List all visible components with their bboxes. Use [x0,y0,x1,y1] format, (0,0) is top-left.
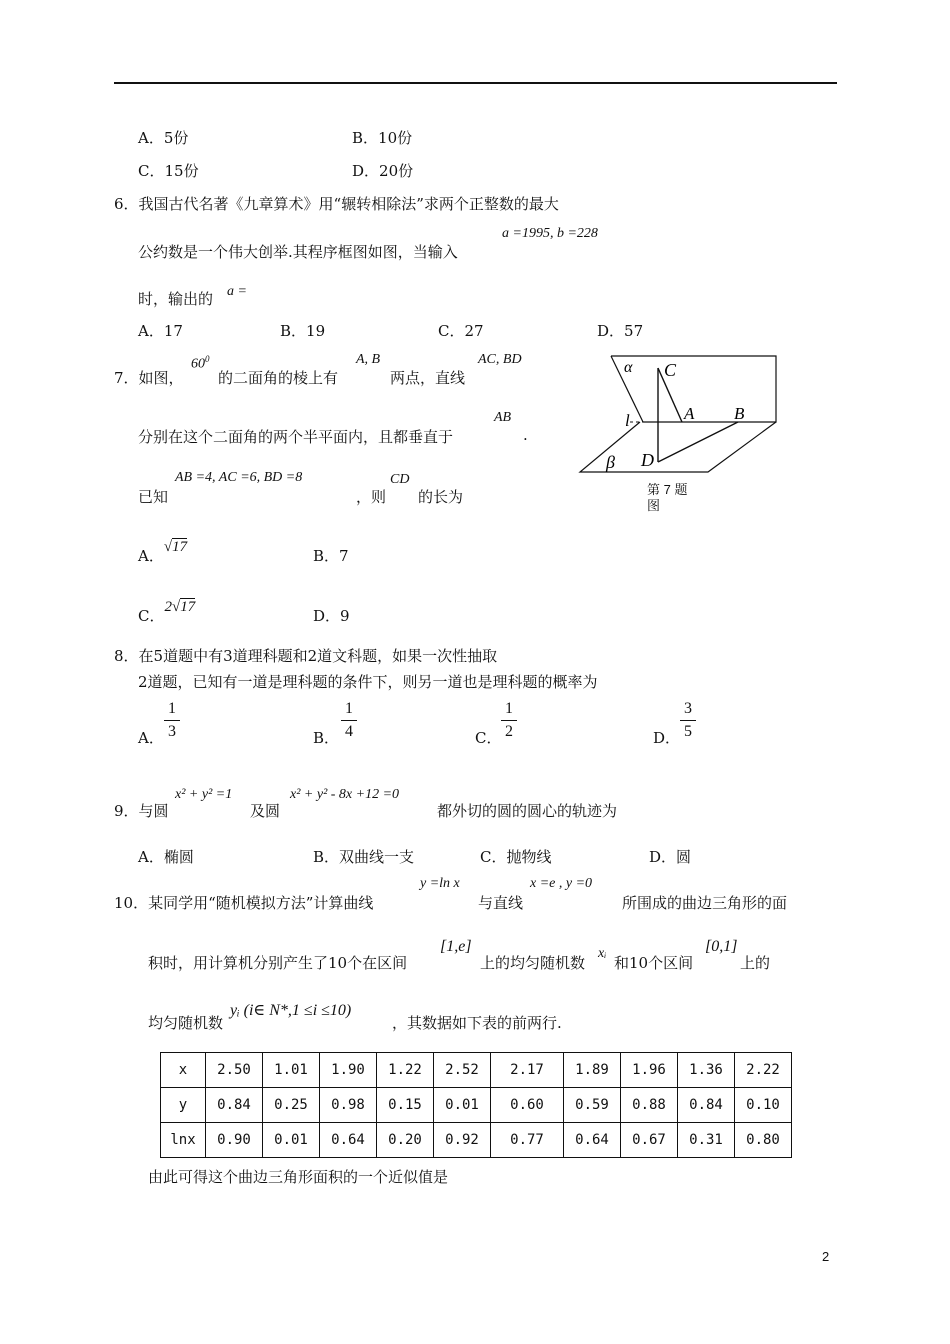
q7-line3-mid: ，则 [356,488,387,506]
q8-option-d-fraction: 3 5 [680,700,696,741]
q7-dot: . [523,426,528,444]
q8-line2: 2道题，已知有一道是理科题的条件下，则另一道也是理科题的概率为 [138,673,598,691]
q8-option-a-fraction: 1 3 [164,700,180,741]
q6-line3: 时，输出的 [138,290,214,308]
q10-yi-condition: yᵢ (i∈ N*,1 ≤i ≤10) [230,1002,352,1019]
figure-caption-line1: 第 7 题 [647,482,688,497]
q6-option-d: D．57 [597,322,644,340]
table-cell: 2.50 [206,1053,263,1088]
q9-line-mid: 及圆 [250,802,281,820]
q7-cd: CD [390,472,410,487]
fig-label-c: C [664,360,677,380]
q10-line2-d: 上的 [740,954,771,972]
q6-line2: 公约数是一个伟大创举.其程序框图如图，当输入 [138,243,458,261]
table-cell: lnx [161,1123,206,1158]
q5-option-b: B．10份 [352,129,413,147]
q10-xi: xᵢ [598,946,607,961]
q7-line3-end: 的长为 [418,488,464,506]
table-cell: 1.36 [678,1053,735,1088]
fig-label-b: B [734,404,745,423]
table-row-y [161,1088,792,1123]
q9-option-d: D．圆 [649,848,692,866]
q7-line1-mid: 的二面角的棱上有 [218,369,339,387]
q6-output-math: a = [227,284,247,299]
q10-line1-start: 10．某同学用“随机模拟方法”计算曲线 [114,894,374,912]
q10-interval2: [0,1] [705,938,738,955]
q7-line1-start: 7．如图， [114,369,184,387]
q6-option-c: C．27 [438,322,484,340]
q9-line-start: 9．与圆 [114,802,169,820]
q5-option-d: D．20份 [352,162,414,180]
page-number: 2 [822,1249,830,1264]
q9-option-b: B．双曲线一支 [313,848,415,866]
fig-label-beta: β [606,452,615,472]
table-cell: 0.10 [735,1088,792,1123]
table-cell: 0.01 [434,1088,491,1123]
table-cell: 0.25 [263,1088,320,1123]
q8-option-c-fraction: 1 2 [501,700,517,741]
table-cell: 0.84 [206,1088,263,1123]
table-cell: 0.98 [320,1088,377,1123]
table-cell: 0.67 [621,1123,678,1158]
table-cell: 0.77 [491,1123,564,1158]
q9-circle1-eq: x² + y² =1 [175,787,233,802]
table-cell: 0.80 [735,1123,792,1158]
q10-conclusion: 由此可得这个曲边三角形面积的一个近似值是 [148,1168,449,1186]
q9-circle2-eq: x² + y² - 8x +12 =0 [290,787,400,802]
table-cell: 2.17 [491,1053,564,1088]
q8-option-a-label: A． [138,729,164,747]
q10-line1-mid: 与直线 [478,894,524,912]
q6-option-a: A．17 [138,322,183,340]
table-cell: 0.31 [678,1123,735,1158]
q5-option-c: C．15份 [138,162,199,180]
fig-label-alpha: α [624,359,633,376]
table-cell: 1.01 [263,1053,320,1088]
q10-curve: y =ln x [420,876,460,891]
q7-line2: 分别在这个二面角的两个半平面内，且都垂直于 [138,428,454,446]
table-cell: 1.96 [621,1053,678,1088]
table-cell: 0.64 [564,1123,621,1158]
q7-line1-end: 两点，直线 [390,369,466,387]
q6-input-math: a =1995, b =228 [502,226,598,241]
q9-option-c: C．抛物线 [480,848,552,866]
q10-line3-b: ，其数据如下表的前两行. [392,1014,562,1032]
table-cell: 1.89 [564,1053,621,1088]
q7-points-ab: A, B [356,352,381,367]
table-row-x [161,1053,792,1088]
table-cell: 0.90 [206,1123,263,1158]
table-cell: 0.20 [377,1123,434,1158]
table-cell: 2.52 [434,1053,491,1088]
q8-line1: 8．在5道题中有3道理科题和2道文科题，如果一次性抽取 [114,647,498,665]
random-numbers-table [160,1052,792,1158]
header-rule [114,82,837,84]
fig-label-l: l [625,411,630,430]
q8-option-c-label: C． [475,729,502,747]
q8-option-b-label: B． [313,729,340,747]
q10-line3-a: 均匀随机数 [148,1014,224,1032]
q9-line-end: 都外切的圆的圆心的轨迹为 [437,802,618,820]
table-cell: 0.64 [320,1123,377,1158]
figure-caption-line2: 图 [647,498,661,513]
q6-option-b: B．19 [280,322,326,340]
table-cell: 0.84 [678,1088,735,1123]
q10-line2-c: 和10个区间 [614,954,694,972]
q7-line3-start: 已知 [138,488,169,506]
q7-option-a: A．√17 [138,539,188,565]
table-cell: 2.22 [735,1053,792,1088]
fig-label-d: D [641,450,654,470]
q10-line2-a: 积时，用计算机分别产生了10个在区间 [148,954,408,972]
q7-ab: AB [494,410,512,425]
table-cell: 0.92 [434,1123,491,1158]
table-cell: 1.90 [320,1053,377,1088]
q7-option-b: B．7 [313,547,349,565]
q7-angle: $60^0$ [191,354,210,372]
dihedral-angle-figure [578,352,786,476]
table-cell: x [161,1053,206,1088]
q7-lines-acbd: AC, BD [478,352,522,367]
fig-label-a: A [684,404,695,423]
table-cell: 1.22 [377,1053,434,1088]
q10-line2-b: 上的均匀随机数 [480,954,586,972]
q10-interval1: [1,e] [440,938,472,955]
q10-lines: x =e , y =0 [530,876,593,891]
q8-option-d-label: D． [653,729,681,747]
q6-line1: 6．我国古代名著《九章算术》用“辗转相除法”求两个正整数的最大 [114,195,559,213]
q8-option-b-fraction: 1 4 [341,700,357,741]
q7-given: AB =4, AC =6, BD =8 [175,470,303,485]
table-cell: y [161,1088,206,1123]
table-cell: 0.01 [263,1123,320,1158]
q7-option-c: C．2√17 [138,599,196,625]
table-cell: 0.60 [491,1088,564,1123]
table-cell: 0.15 [377,1088,434,1123]
table-cell: 0.59 [564,1088,621,1123]
q10-line1-end: 所围成的曲边三角形的面 [622,894,788,912]
q9-option-a: A．椭圆 [138,848,194,866]
q5-option-a: A．5份 [138,129,189,147]
q7-option-d: D．9 [313,607,350,625]
table-row-lnx [161,1123,792,1158]
table-cell: 0.88 [621,1088,678,1123]
